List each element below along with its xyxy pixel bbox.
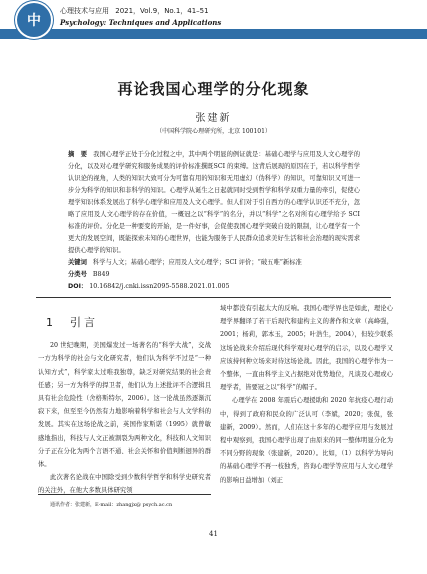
- left-column: [38, 302, 211, 498]
- journal-citation-line: [60, 6, 209, 16]
- journal-logo-text: 中: [27, 13, 41, 29]
- left-paragraph: 20 世纪晚期，美国爆发过一场著名的“科学大战”，交战一方为科学的社会与文化研究者，他们认为科学不过是“一种认知方式”，科学家太过唯我独尊，缺乏对研究结果的社会责任感；另一方为科学的捍卫者，他们认为上述批评不合逻辑且具有社会危险性（舍格斯特尔，2006）。这一论战虽然逐渐沉寂下来，但至至今仍然有力地影响着科学和社会与人文学科的发展。其实在这场论战之前，英国作家斯诺（1995）就曾敏感地指出，科技与人文正被割裂为两种文化，科技和人文知识分子正在分化为两个言语不通、社会关怀和价值判断迥异的群体。: [38, 342, 211, 469]
- doi-text: 10.16842/j.cnki.issn2095-5588.2021.01.005: [89, 283, 230, 290]
- keywords-label: 关键词: [68, 259, 87, 266]
- doi-line: [68, 281, 360, 293]
- section-number: 1: [46, 316, 56, 329]
- section-heading: [46, 316, 211, 329]
- right-paragraph: 心理学在 2008 年震后心理援助和 2020 年抗疫心理行动中，得到了政府和民众的广泛认可（李斌，2020；张侃，张建新，2009）。然而，人们在这十多年的心理学应用与发展过程中观察到，我国心理学出现了由原来的同一整体明显分化为不同分野的现象（张建新，2020）。比如，（1）以科学为导向的基础心理学不再一枝独秀，咨询心理学等应用与人文心理学的影响日益增加（刘正: [220, 397, 393, 484]
- header-band: [0, 29, 427, 39]
- right-column: [220, 302, 393, 487]
- section-divider: [36, 297, 391, 298]
- footnote: 通讯作者：张建新，E-mail：zhangjx@ psych.ac.cn: [50, 502, 173, 508]
- journal-name-cn: 心理技术与应用: [60, 7, 109, 15]
- abstract-label: 摘 要: [68, 151, 88, 158]
- journal-citation: 2021，Vol.9，No.1，41–51: [115, 7, 209, 15]
- abstract-block: [68, 149, 360, 293]
- doi-label: DOI：: [68, 283, 88, 290]
- paper-author: 张建新: [195, 113, 232, 124]
- paper-title: 再论我国心理学的分化现象: [117, 80, 310, 98]
- author-affiliation: （中国科学院心理研究所，北京 100101）: [156, 128, 271, 135]
- left-paragraph: 此次著名论战在中国除受到少数科学哲学和科学史研究者的关注外，在他大多数具体研究领: [38, 474, 211, 495]
- abstract-text: 我国心理学正处于分化过程之中，其中两个明显的例证就是：基础心理学与应用及人文心理学的分化，以及对心理学研究和服务成果的评价标准撰既SCI 的束缚。这背后展现的原因在于，若以科学哲学认识论的视角，人类的知识大致可分为可靠有用的知识和无用虚幻（伪科学）的知识，可靠知识又可进一步分为科学的知识和非科学的知识。心理学从诞生之日起就同时受到哲学和科学双重力量的牵引，促使心理学知识体系发展出了科学心理学和应用及人文心理学。但人们对于引自西方的心理学认识还不充分，忽略了应用及人文心理学的存在价值，一概冠之以“科学”的名分，并以“科学”之名对所有心理学给予 SCI 标准的评价。分化是一种要变的开始，是一件好事，会促使我国心理学突破自设的限制，让心理学有一个更大的发展空间，既能探索未知的心理世界，也能为服务于人民群众追求美好生活和社会治理的现实需求提供心理学的知识。: [68, 151, 361, 254]
- abstract-paragraph: [68, 149, 360, 257]
- section-title: 引言: [70, 316, 98, 329]
- journal-header: [0, 0, 427, 64]
- keywords-line: [68, 257, 360, 269]
- classification-text: B849: [92, 271, 110, 278]
- classification-label: 分类号: [68, 271, 87, 278]
- journal-logo: [17, 3, 51, 37]
- footnote-divider: [38, 494, 211, 495]
- page-number: 41: [209, 530, 218, 538]
- right-paragraph: 域中都没有引起太大的反响。我国心理学界也是如此，理论心理学界翻译了若干后现代和建构主义的著作和文章（高峰强，2001；杨莉，郭本玉，2005；叶浩生，2004），但较少联系这场论战来介绍后现代科学观对心理学的启示，以及心理学又应该持何种立场来对待这场论战。因此，我国的心理学作为一个整体，一直由科学主义占据绝对优势地位，凡谈及心理或心理学者，皆要冠之以“科学”的帽子。: [220, 305, 393, 392]
- journal-name-en: Psychology: Techniques and Applications: [60, 18, 222, 27]
- keywords-text: 科学与人文；基础心理学；应用及人文心理学；SCI 评价；“破五唯”新标准: [92, 259, 302, 266]
- classification-line: [68, 269, 360, 281]
